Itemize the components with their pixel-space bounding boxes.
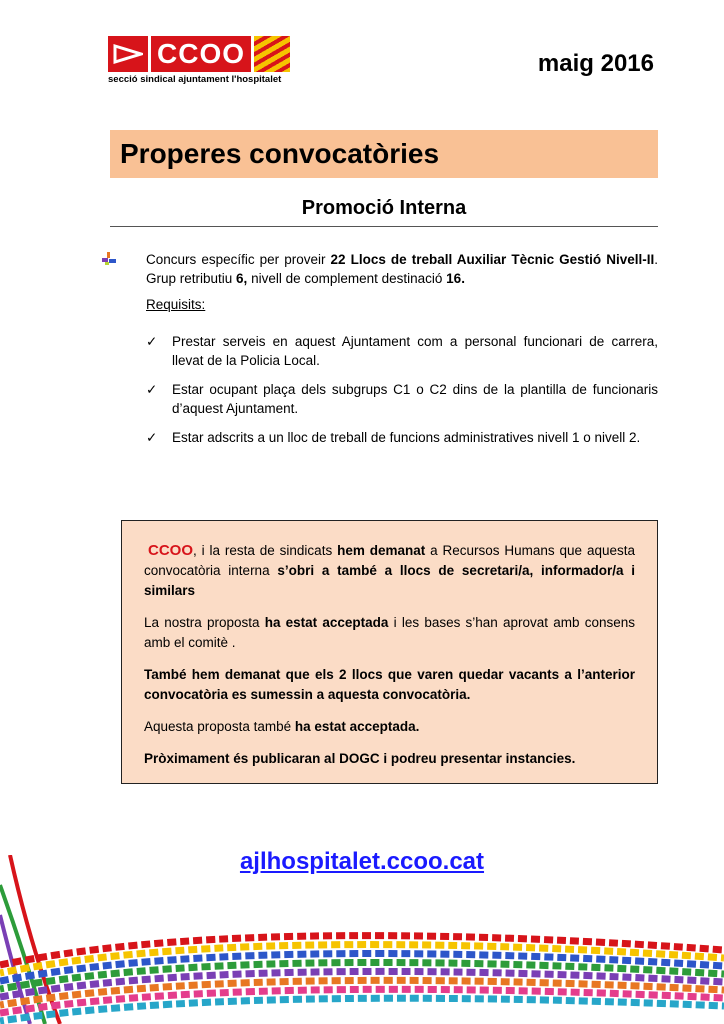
announcement-post: 22 Llocs de treball Auxiliar Tècnic Gestió Nivell-II: [330, 252, 655, 267]
box-paragraph: [144, 665, 635, 705]
page-title-text: Properes convocatòries: [120, 138, 440, 169]
requirement-text: Estar adscrits a un lloc de treball de funcions administratives nivell 1 o nivell 2.: [172, 430, 641, 445]
box-paragraph: [144, 613, 635, 653]
box-text: , i la resta de sindicats: [193, 543, 338, 558]
announcement-part: Concurs específic per proveir: [146, 252, 331, 267]
box-paragraph: [144, 541, 635, 601]
box-bold: hem demanat: [337, 543, 426, 558]
requirement-item: [146, 380, 658, 418]
checkmark-icon: ✓: [146, 334, 158, 349]
issue-date: maig 2016: [537, 50, 654, 77]
box-text: i les bases s’han aprovat amb consens amb el comitè .: [144, 615, 636, 650]
requirement-item: [146, 332, 658, 370]
section-title: Promoció Interna: [110, 197, 658, 227]
box-bold: s’obri a també a llocs de secretari/a, informador/a i similars: [144, 563, 636, 598]
box-paragraph: [144, 749, 635, 769]
website-link[interactable]: ajlhospitalet.ccoo.cat: [239, 848, 485, 875]
announcement-level: 16.: [446, 271, 465, 286]
announcement-text: [146, 250, 658, 288]
box-bold: ha estat acceptada.: [294, 719, 420, 734]
box-bold: ha estat acceptada: [264, 615, 389, 630]
ccoo-name: CCOO: [148, 542, 193, 559]
announcement-part: . Grup retributiu: [146, 252, 659, 286]
box-bold: Pròximament és publicaran al DOGC i podreu presentar instancies.: [144, 751, 576, 766]
news-box: [121, 520, 658, 784]
senyera-flag-icon: [254, 36, 290, 72]
box-text: La nostra proposta: [144, 615, 265, 630]
ccoo-logo: [108, 36, 304, 88]
page-title: [110, 130, 658, 178]
requirements-label: Requisits:: [146, 297, 206, 312]
requirement-text: Prestar serveis en aquest Ajuntament com a personal funcionari de carrera, llevat de la Policia Local.: [172, 334, 658, 368]
requirement-item: [146, 428, 658, 447]
box-bold: També hem demanat que els 2 llocs que varen quedar vacants a l’anterior convocatòria es sumessin a aquesta convocatòria.: [144, 667, 635, 702]
announcement-group: 6,: [236, 271, 248, 286]
requirement-text: Estar ocupant plaça dels subgrups C1 o C2 dins de la plantilla de funcionaris d’aquest Ajuntament.: [172, 382, 658, 416]
checkmark-icon: ✓: [146, 430, 158, 445]
decorative-ribbons: [0, 855, 724, 1024]
box-text: Aquesta proposta també: [144, 719, 295, 734]
logo-subtitle: secció sindical ajuntament l'hospitalet: [108, 74, 282, 85]
logo-text: CCOO: [151, 36, 251, 72]
box-text: a Recursos Humans que aquesta convocatòria interna: [144, 543, 635, 578]
box-paragraph: [144, 717, 635, 737]
checkmark-icon: ✓: [146, 382, 158, 397]
bullet-icon: [102, 252, 116, 266]
announcement-part: nivell de complement destinació: [247, 271, 447, 286]
logo-emblem-icon: [108, 36, 148, 72]
